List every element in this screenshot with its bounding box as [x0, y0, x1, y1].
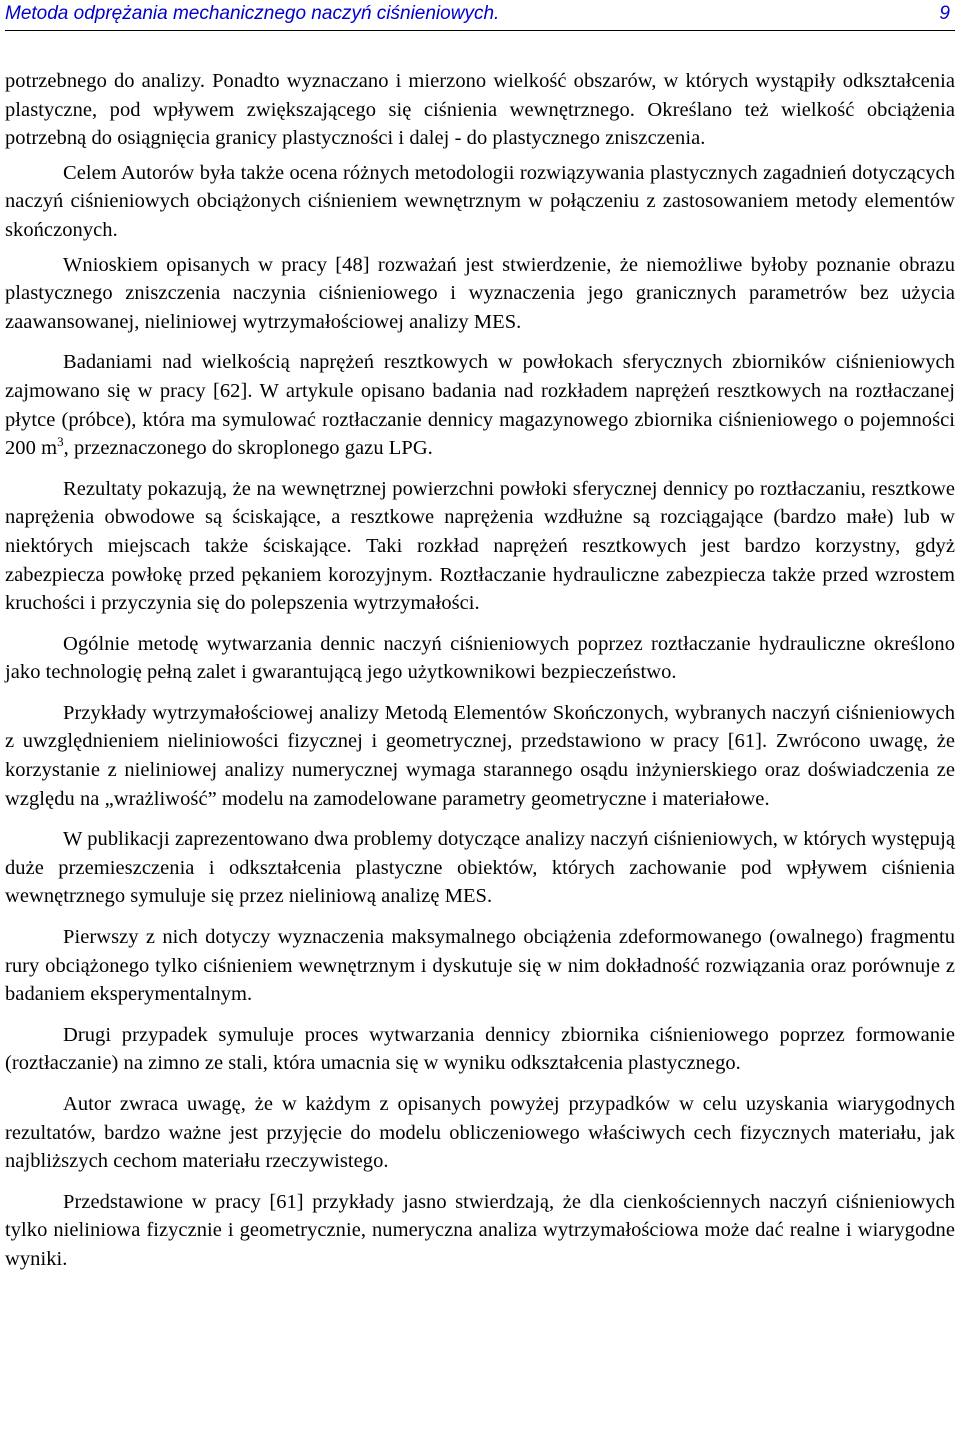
paragraph-first-problem: Pierwszy z nich dotyczy wyznaczenia maksymalnego obciążenia zdeformowanego (owalnego) fragmentu rury obciążonego tylko ciśnieniem wewnętrznym i dyskutuje się w nim dokładność rozwiązania oraz porównuje z badaniem eksperymentalnym. [5, 926, 955, 1006]
paragraph-second-case: Drugi przypadek symuluje proces wytwarzania dennicy zbiornika ciśnieniowego poprzez formowanie (roztłaczanie) na zimno ze stali, która umacnia się w wyniku odkształcenia plastycznego. [5, 1023, 955, 1075]
paragraph-conclusion-48: Wnioskiem opisanych w pracy [48] rozważań jest stwierdzenie, że niemożliwe byłoby poznanie obrazu plastycznego zniszczenia naczynia ciśnieniowego i wyznaczenia jego granicznych parametrów bez użycia zaawansowanej, nieliniowej wytrzymałościowej analizy MES. [5, 253, 955, 333]
paragraph-manufacturing-method: Ogólnie metodę wytwarzania dennic naczyń ciśnieniowych poprzez roztłaczanie hydrauliczne określono jako technologię pełną zalet i gwarantującą jego użytkownikowi bezpieczeństwo. [5, 632, 955, 684]
paragraph-author-note: Autor zwraca uwagę, że w każdym z opisanych powyżej przypadków w celu uzyskania wiarygodnych rezultatów, bardzo ważne jest przyjęcie do modelu obliczeniowego właściwych cech fizycznych materiału, jak najbliższych cechom materiału rzeczywistego. [5, 1093, 955, 1173]
paragraph-results: Rezultaty pokazują, że na wewnętrznej powierzchni powłoki sferycznej dennicy po roztłaczaniu, resztkowe naprężenia obwodowe są ściskające, a resztkowe naprężenia wzdłużne są rozciągające (bardzo małe) lub w niektórych miejscach także ściskające. Taki rozkład naprężeń resztkowych jest bardzo korzystny, gdyż zabezpiecza powłokę przed pękaniem korozyjnym. Roztłaczanie hydrauliczne zabezpiecza także przed wzrostem kruchości i przyczynia się do polepszenia wytrzymałości. [5, 477, 955, 615]
superscript-cubic: 3 [57, 434, 64, 450]
paragraph-continuation: potrzebnego do analizy. Ponadto wyznaczano i mierzono wielkość obszarów, w których wystąpiły odkształcenia plastyczne, pod wpływem zwiększającego się ciśnienia wewnętrznego. Określano też wielkość obciążenia potrzebną do osiągnięcia granicy plastyczności i dalej - do plastycznego zniszczenia. [5, 70, 955, 150]
running-header [5, 0, 955, 31]
page-number: 9 [939, 3, 950, 24]
paragraph-residual-stress-tail: , przeznaczonego do skroplonego gazu LPG. [63, 437, 433, 460]
paragraph-final-conclusion: Przedstawione w pracy [61] przykłady jasno stwierdzają, że dla cienkościennych naczyń ciśnieniowych tylko nieliniowa fizycznie i geometrycznie, numeryczna analiza wytrzymałościowa może dać realne i wiarygodne wyniki. [5, 1190, 955, 1270]
paragraph-publication-problems: W publikacji zaprezentowano dwa problemy dotyczące analizy naczyń ciśnieniowych, w których występują duże przemieszczenia i odkształcenia plastyczne obiektów, których zachowanie pod wpływem ciśnienia wewnętrznego symuluje się przez nieliniową analizę MES. [5, 828, 955, 908]
running-header-title: Metoda odprężania mechanicznego naczyń ciśnieniowych. [5, 3, 500, 24]
paragraph-authors-goal: Celem Autorów była także ocena różnych metodologii rozwiązywania plastycznych zagadnień dotyczących naczyń ciśnieniowych obciążonych ciśnieniem wewnętrznym w połączeniu z zastosowaniem metody elementów skończonych. [5, 161, 955, 241]
paragraph-residual-stress-text: Badaniami nad wielkością naprężeń resztkowych w powłokach sferycznych zbiorników ciśnieniowych zajmowano się w pracy [62]. W artykule opisano badania nad rozkładem naprężeń resztkowych na roztłaczanej płytce (próbce), która ma symulować roztłaczanie dennicy magazynowego zbiornika ciśnieniowego o pojemności 200 m [5, 351, 955, 460]
paragraph-residual-stress [5, 348, 955, 462]
paragraph-fem-examples: Przykłady wytrzymałościowej analizy Metodą Elementów Skończonych, wybranych naczyń ciśnieniowych z uwzględnieniem nieliniowości fizycznej i geometrycznej, przedstawiono w pracy [61]. Zwrócono uwagę, że korzystanie z nieliniowej analizy numerycznej wymaga starannego osądu inżynierskiego oraz doświadczenia ze względu na „wrażliwość” modelu na zamodelowane parametry geometryczne i materiałowe. [5, 701, 955, 810]
body-text [5, 67, 955, 1274]
